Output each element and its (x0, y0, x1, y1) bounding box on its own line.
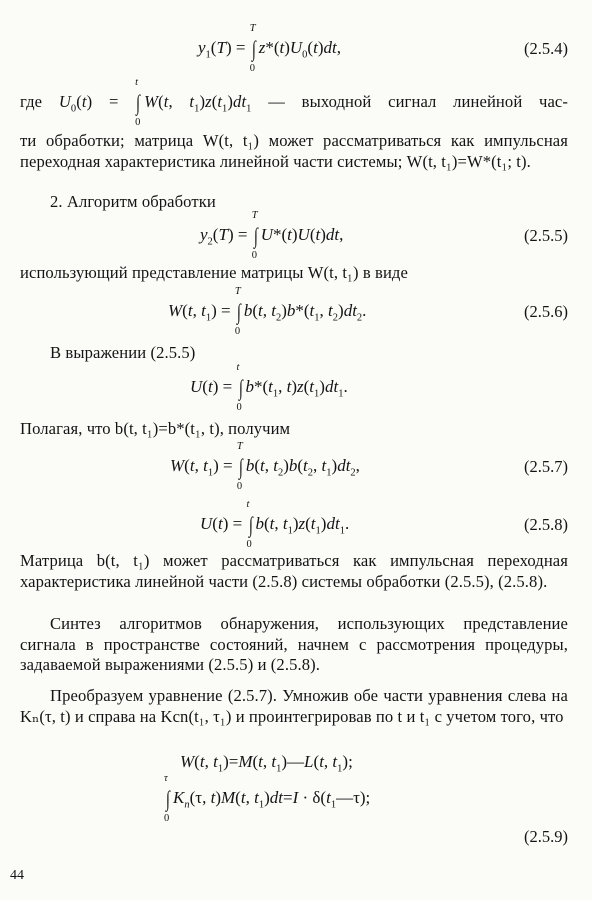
equation-2-5-6: W(t, $t_1$) = T ∫ 0 b(t, $t_2)b*(t_1$, $t_2)dt_2$. (168, 286, 367, 338)
paragraph-representation: использующий представление матрицы W(t, t₁) в виде (20, 263, 408, 282)
equation-2-5-5: $y_2(T)$ = T ∫ 0 U*(t)U(t)dt, (200, 210, 344, 262)
equation-number: (2.5.8) (524, 515, 568, 534)
paragraph-algorithm-2: 2. Алгоритм обработки (50, 192, 216, 211)
equation-2-5-8: U(t) = t ∫ 0 b(t, $t_1)z(t_1)dt_1$. (200, 499, 350, 551)
equation-number: (2.5.5) (524, 226, 568, 245)
paragraph-matrix-b: Матрица b(t, t₁) может рассматриваться как импульсная переходная характеристика линейной части (2.5.8) системы обработки (2.5.5), (2.5.8). (20, 551, 568, 591)
paragraph-synthesis: Синтез алгоритмов обнаружения, использующих представление сигнала в пространстве состояний, начнем с рассмотрения процедуры, задаваемой выражениями (2.5.5) и (2.5.8). (20, 614, 568, 674)
paragraph-in-expression: В выражении (2.5.5) (50, 343, 196, 362)
paragraph-assuming: Полагая, что b(t, t₁)=b*(t₁, t), получим (20, 419, 291, 438)
equation-number: (2.5.6) (524, 302, 568, 321)
paragraph-transform: Преобразуем уравнение (2.5.7). Умножив обе части уравнения слева на Kₙ(τ, t) и справа на Kcn(t₁, τ₁) и проинтегрировав по t и t₁ с учетом того, что (20, 686, 568, 726)
equation-number: (2.5.7) (524, 457, 568, 476)
paragraph-u0-definition: где $U_0(t)$ = t ∫ 0 W(t, $t_1)z(t_1)dt_1$ — выходной сигнал линейной час- (20, 77, 569, 129)
equation-2-5-9-line2: τ ∫ 0 $K_n(\tau$, t)M(t, $t_1)dt=I$ · $\delta(t_1—\tau)$; (164, 773, 371, 825)
equation-2-5-9-line1: W(t, $t_1)=M(t$, $t_1)—L(t$, $t_1$); (180, 752, 353, 775)
equation-number: (2.5.9) (524, 827, 568, 846)
equation-2-5-4: $y_1(T)$ = T ∫ 0 $z*(t)U_0(t)dt$, (198, 23, 341, 75)
equation-2-5-7: W(t, $t_1$) = T ∫ 0 b(t, $t_2)b(t_2$, $t_1)dt_2$, (170, 441, 360, 493)
equation-u-of-t: U(t) = t ∫ 0 $b*(t_1$, $t)z(t_1)dt_1$. (190, 362, 348, 414)
page-number: 44 (10, 868, 24, 883)
equation-number: (2.5.4) (524, 39, 568, 58)
paragraph-processing-part: ти обработки; матрица W(t, t₁) может рассматриваться как импульсная переходная характеристика линейной части системы; W(t, t₁)=W*(t₁; t). (20, 131, 568, 171)
